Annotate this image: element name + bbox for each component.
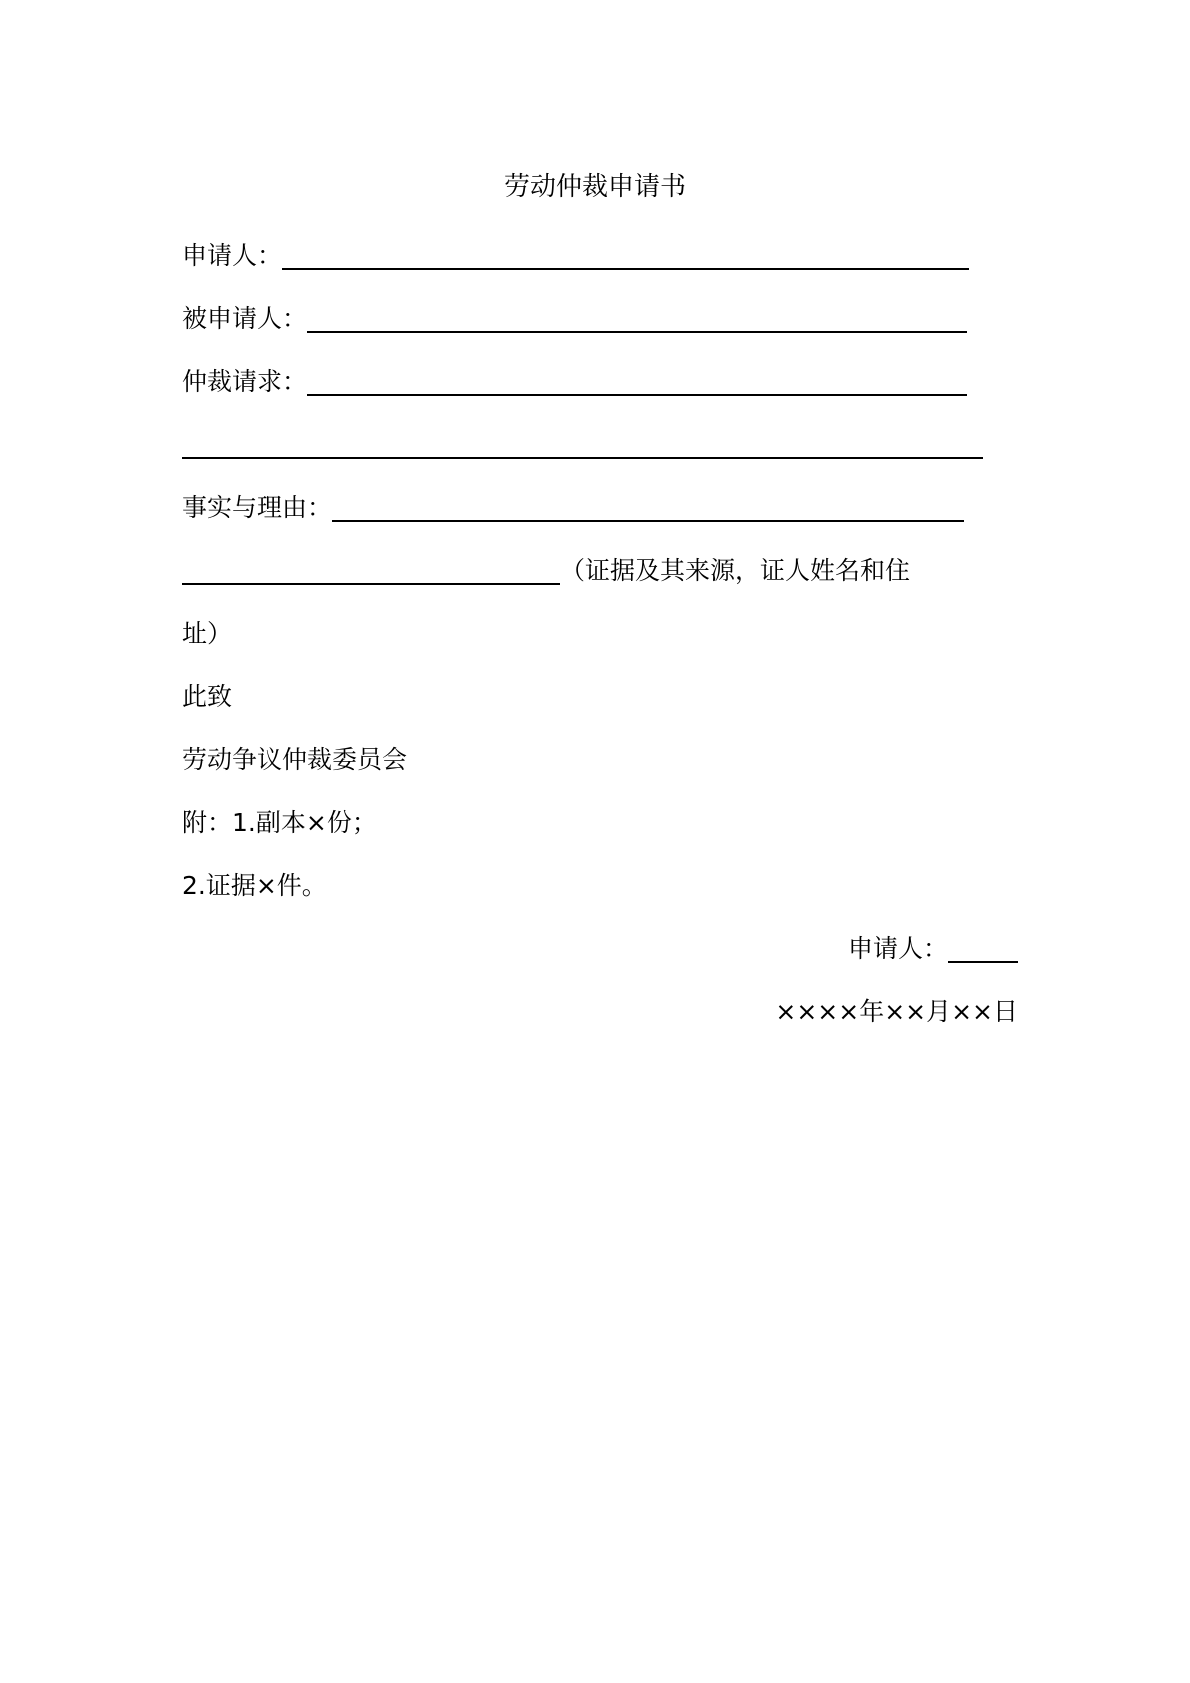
attachment-2-line <box>182 862 327 902</box>
facts-blank[interactable] <box>332 492 964 522</box>
page-title: 劳动仲裁申请书 <box>503 172 686 202</box>
recipient-line <box>182 736 407 776</box>
date-line <box>775 988 1018 1028</box>
claims-blank[interactable] <box>307 366 967 396</box>
date: ××××年××月××日 <box>775 997 1018 1026</box>
claims-line <box>182 358 967 398</box>
applicant-label: 申请人： <box>182 241 283 270</box>
attachment-2: 2.证据×件。 <box>182 871 327 900</box>
facts-line <box>182 484 964 524</box>
respondent-blank[interactable] <box>307 303 967 333</box>
evidence-line <box>182 547 910 587</box>
respondent-label: 被申请人： <box>182 304 308 333</box>
claims-blank-2[interactable] <box>182 429 983 459</box>
attachments-label: 附： <box>182 808 233 837</box>
attachment-1: 1.副本×份； <box>232 808 377 837</box>
applicant-blank[interactable] <box>282 240 969 270</box>
signature-blank[interactable] <box>948 933 1018 963</box>
applicant-line <box>182 232 969 272</box>
claims-label: 仲裁请求： <box>182 367 308 396</box>
salutation: 此致 <box>182 682 233 711</box>
attachments-line <box>182 799 377 839</box>
facts-label: 事实与理由： <box>182 493 333 522</box>
evidence-note-cont: 址） <box>182 619 233 648</box>
salutation-line <box>182 673 232 713</box>
evidence-note: （证据及其来源，证人姓名和住 <box>560 556 911 585</box>
signature-label: 申请人： <box>847 934 948 963</box>
respondent-line <box>182 295 967 335</box>
evidence-blank[interactable] <box>182 555 560 585</box>
evidence-line-2 <box>182 610 232 650</box>
claims-line-2 <box>182 421 983 461</box>
signature-line <box>848 925 1018 965</box>
recipient: 劳动争议仲裁委员会 <box>182 745 408 774</box>
